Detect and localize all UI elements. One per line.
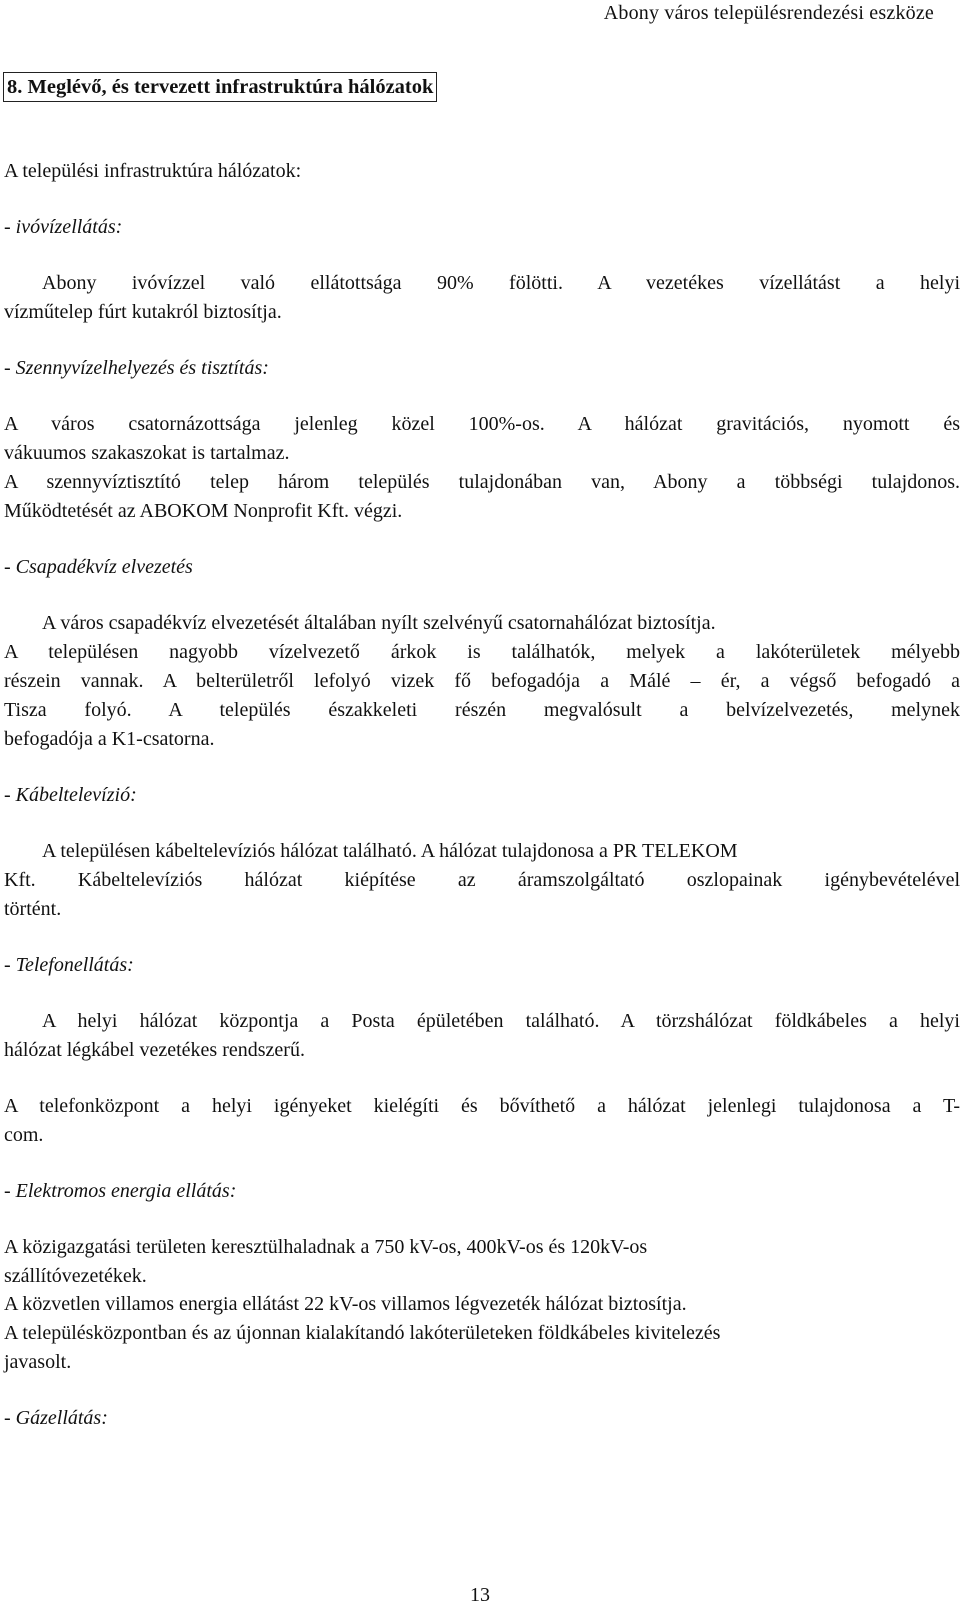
running-header: Abony város településrendezési eszköze	[603, 2, 934, 24]
paragraph-line: A közigazgatási területen keresztülhaladnak a 750 kV-os, 400kV-os és 120kV-os	[4, 1236, 648, 1258]
paragraph-line: A város csapadékvíz elvezetését általában nyílt szelvényű csatornahálózat biztosítja.	[42, 612, 716, 634]
paragraph-line: javasolt.	[4, 1351, 72, 1373]
paragraph-line: A szennyvíztisztító telep három település tulajdonában van, Abony a többségi tulajdonos.	[4, 471, 960, 493]
paragraph-line: történt.	[4, 898, 62, 920]
section-heading-elektromos: - Elektromos energia ellátás:	[4, 1180, 237, 1202]
section-heading-csapadekviz: - Csapadékvíz elvezetés	[4, 556, 193, 578]
paragraph-line: A településen nagyobb vízelvezető árkok is találhatók, melyek a lakóterületek mélyebb	[4, 641, 960, 663]
paragraph-line: vízműtelep fúrt kutakról biztosítja.	[4, 301, 282, 323]
section-heading-szennyviz: - Szennyvízelhelyezés és tisztítás:	[4, 357, 269, 379]
intro-text: A települési infrastruktúra hálózatok:	[4, 160, 302, 182]
paragraph-line: A településközpontban és az újonnan kialakítandó lakóterületeken földkábeles kivitelezés	[4, 1322, 721, 1344]
page-number: 13	[470, 1584, 490, 1606]
section-heading-gaz: - Gázellátás:	[4, 1407, 108, 1429]
paragraph-line: A településen kábeltelevíziós hálózat található. A hálózat tulajdonosa a PR TELEKOM	[42, 840, 738, 862]
section-heading-kabeltv: - Kábeltelevízió:	[4, 784, 137, 806]
paragraph-line: A helyi hálózat központja a Posta épületében található. A törzshálózat földkábeles a helyi	[42, 1010, 960, 1032]
paragraph-line: Működtetését az ABOKOM Nonprofit Kft. végzi.	[4, 500, 403, 522]
paragraph-line: befogadója a K1-csatorna.	[4, 728, 215, 750]
paragraph-line: Kft. Kábeltelevíziós hálózat kiépítése az áramszolgáltató oszlopainak igénybevételével	[4, 869, 960, 891]
section-heading-ivoviz: - ivóvízellátás:	[4, 216, 123, 238]
paragraph-line: A közvetlen villamos energia ellátást 22 kV-os villamos légvezeték hálózat biztosítja.	[4, 1293, 687, 1315]
paragraph-line: hálózat légkábel vezetékes rendszerű.	[4, 1039, 305, 1061]
paragraph-line: com.	[4, 1124, 44, 1146]
paragraph-line: A város csatornázottsága jelenleg közel 100%-os. A hálózat gravitációs, nyomott és	[4, 413, 960, 435]
section-heading-telefon: - Telefonellátás:	[4, 954, 134, 976]
paragraph-line: Tisza folyó. A település északkeleti részén megvalósult a belvízelvezetés, melynek	[4, 699, 960, 721]
paragraph-line: Abony ivóvízzel való ellátottsága 90% fölötti. A vezetékes vízellátást a helyi	[42, 272, 960, 294]
paragraph-line: A telefonközpont a helyi igényeket kielégíti és bővíthető a hálózat jelenlegi tulajdonosa a T-	[4, 1095, 960, 1117]
chapter-title: 8. Meglévő, és tervezett infrastruktúra hálózatok	[3, 72, 437, 102]
paragraph-line: vákuumos szakaszokat is tartalmaz.	[4, 442, 290, 464]
paragraph-line: szállítóvezetékek.	[4, 1265, 147, 1287]
paragraph-line: részein vannak. A belterületről lefolyó vizek fő befogadója a Málé – ér, a végső befogadó a	[4, 670, 960, 692]
